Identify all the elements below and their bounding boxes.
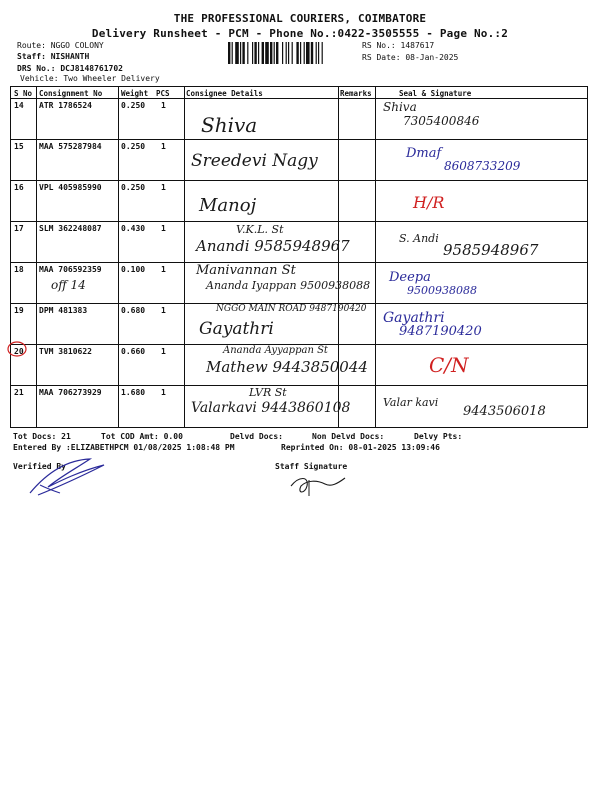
row-pcs: 1 <box>161 142 166 151</box>
row-pcs: 1 <box>161 306 166 315</box>
seal-handwriting: H/R <box>413 193 445 212</box>
row-consignment: VPL 405985990 <box>39 183 102 192</box>
col-pcs-header: PCS <box>156 89 170 98</box>
tot-cod-amount: Tot COD Amt: 0.00 <box>101 432 183 441</box>
runsheet-subtitle: Delivery Runsheet - PCM - Phone No.:0422-3505555 - Page No.:2 <box>91 27 509 40</box>
row-sno: 19 <box>14 306 24 315</box>
row-consignment: SLM 362248087 <box>39 224 102 233</box>
delivered-docs: Delvd Docs: <box>230 432 283 441</box>
runsheet-table <box>10 86 588 428</box>
consignee-handwriting: Gayathri <box>199 319 274 339</box>
row-sno: 20 <box>14 347 24 356</box>
drs-label: DRS No.: <box>17 64 56 73</box>
consignee-address-handwriting: LVR St <box>249 386 287 399</box>
tot-docs: Tot Docs: 21 <box>13 432 71 441</box>
drs-value: DCJ8148761702 <box>60 64 123 73</box>
row-weight: 0.660 <box>121 347 146 356</box>
seal-phone-handwriting: 9500938088 <box>407 284 477 297</box>
seal-phone-handwriting: 9585948967 <box>443 241 539 259</box>
seal-handwriting: Deepa <box>389 270 431 285</box>
consignee-handwriting: Manoj <box>199 195 257 216</box>
rs-number: RS No.: 1487617 <box>362 41 435 50</box>
consignee-address-handwriting: V.K.L. St <box>236 223 284 236</box>
row-pcs: 1 <box>161 347 166 356</box>
col-sno-header: S No <box>14 89 33 98</box>
staff-signature-label: Staff Signature <box>275 462 348 471</box>
consignee-handwriting: Sreedevi Nagy <box>191 151 318 171</box>
row-weight: 0.680 <box>121 306 146 315</box>
seal-handwriting: S. Andi <box>399 232 439 245</box>
row-weight: 0.430 <box>121 224 146 233</box>
staff-line <box>17 51 89 62</box>
row-consignment: MAA 706592359 <box>39 265 102 274</box>
seal-handwriting: Valar kavi <box>383 396 439 409</box>
consignee-handwriting: Anandi 9585948967 <box>196 237 350 255</box>
entered-by: Entered By :ELIZABETHPCM 01/08/2025 1:08:48 PM <box>13 443 235 452</box>
row-sno: 21 <box>14 388 24 397</box>
staff-value: NISHANTH <box>50 52 90 61</box>
consignee-address-handwriting: Manivannan St <box>196 263 296 278</box>
seal-handwriting: Dmaf <box>406 146 442 161</box>
row-weight: 0.250 <box>121 142 146 151</box>
row-sno: 16 <box>14 183 24 192</box>
row-weight: 1.680 <box>121 388 146 397</box>
seal-phone-handwriting: 9443506018 <box>463 404 546 419</box>
row-weight: 0.250 <box>121 101 146 110</box>
verified-by-label: Verified By <box>13 462 66 471</box>
row-sno: 14 <box>14 101 24 110</box>
non-delivered-docs: Non Delvd Docs: <box>312 432 385 441</box>
reprinted-on: Reprinted On: 08-01-2025 13:09:46 <box>281 443 440 452</box>
row-sno: 15 <box>14 142 24 151</box>
row-weight: 0.250 <box>121 183 146 192</box>
row-consignment: ATR 1786524 <box>39 101 92 110</box>
seal-handwriting: C/N <box>429 353 469 377</box>
consignee-address-handwriting: Ananda Ayyappan St <box>223 345 328 356</box>
seal-phone-handwriting: 9487190420 <box>399 324 482 339</box>
staff-signature <box>285 470 365 500</box>
row-sno: 18 <box>14 265 24 274</box>
row-pcs: 1 <box>161 101 166 110</box>
verifier-signature <box>20 455 120 500</box>
row-weight: 0.100 <box>121 265 146 274</box>
seal-phone-handwriting: 7305400846 <box>403 114 480 128</box>
row-consignment: DPM 481383 <box>39 306 88 315</box>
consignee-handwriting: Mathew 9443850044 <box>206 358 368 376</box>
rs-date: RS Date: 08-Jan-2025 <box>362 53 459 62</box>
company-title: THE PROFESSIONAL COURIERS, COIMBATORE <box>173 12 427 25</box>
row-sno: 17 <box>14 224 24 233</box>
row-consignment: MAA 575287984 <box>39 142 102 151</box>
route-label: Route: NGGO COLONY <box>17 41 104 50</box>
row-consignment: TVM 3810622 <box>39 347 92 356</box>
col-seal-header: Seal & Signature <box>399 89 472 98</box>
col-consignment-header: Consignment No <box>39 89 103 98</box>
consignee-handwriting: Ananda Iyappan 9500938088 <box>206 279 371 292</box>
consignee-address-handwriting: NGGO MAIN ROAD 9487190420 <box>216 304 367 314</box>
staff-label: Staff: <box>17 52 46 61</box>
consignee-handwriting: Valarkavi 9443860108 <box>191 400 351 416</box>
delivery-points: Delvy Pts: <box>414 432 463 441</box>
consignee-handwriting: Shiva <box>201 113 258 137</box>
row-pcs: 1 <box>161 183 166 192</box>
vehicle-label: Vehicle: Two Wheeler Delivery <box>20 74 160 83</box>
row-pcs: 1 <box>161 224 166 233</box>
col-consignee-header: Consignee Details <box>186 89 263 98</box>
row-pcs: 1 <box>161 388 166 397</box>
seal-handwriting: Shiva <box>383 100 417 114</box>
barcode <box>228 42 354 64</box>
seal-handwriting: Gayathri <box>383 310 445 326</box>
col-remarks-header: Remarks <box>340 89 372 98</box>
col-weight-header: Weight <box>121 89 149 98</box>
row-consignment: MAA 706273929 <box>39 388 102 397</box>
extra-note-handwriting: off 14 <box>51 278 86 292</box>
row-pcs: 1 <box>161 265 166 274</box>
seal-phone-handwriting: 8608733209 <box>444 159 521 173</box>
